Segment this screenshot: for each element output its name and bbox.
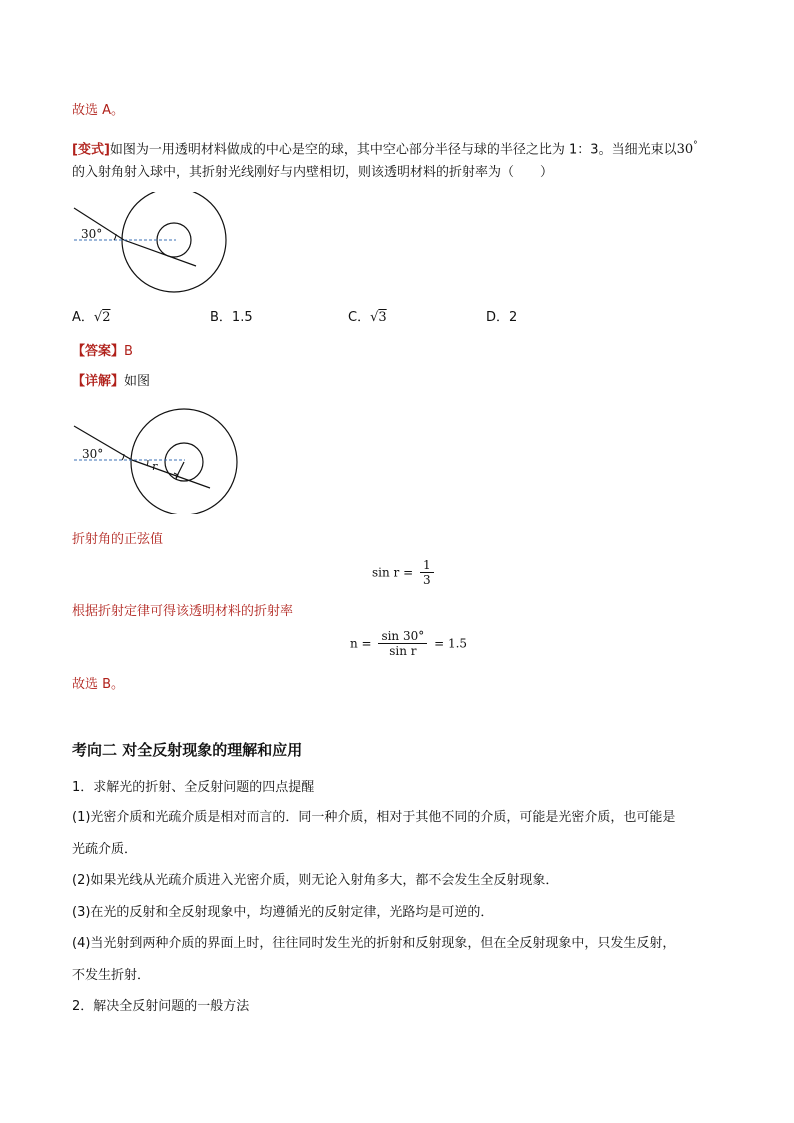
formula1-lhs: sin r = [372, 565, 414, 580]
point-line: (2)如果光线从光疏介质进入光密介质，则无论入射角多大，都不会发生全反射现象． [72, 873, 559, 888]
option-a-value: 2 [102, 310, 111, 325]
answer-line [72, 343, 133, 361]
formula2-num: sin 30° [378, 629, 427, 644]
formula2-fraction [378, 629, 427, 658]
point-line: 不发生折射． [72, 968, 151, 983]
point-line: 光疏介质． [72, 842, 138, 857]
answer-value: B [124, 344, 133, 359]
option-b: B．1.5 [210, 310, 253, 325]
variant-question-line1 [72, 137, 698, 159]
formula1-fraction [420, 558, 434, 587]
formula2-lhs: n = [350, 636, 372, 651]
option-d-value: 2 [509, 310, 518, 325]
formula1-num: 1 [420, 558, 434, 573]
variant-angle: 30 [676, 142, 694, 158]
formula2-den: sin r [389, 644, 417, 658]
outer-circle [122, 192, 226, 292]
prev-conclusion: 故选 A。 [72, 103, 125, 118]
outer-circle [131, 409, 237, 514]
option-b-value: 1.5 [231, 310, 253, 325]
variant-tag: [变式] [72, 142, 110, 158]
section-title: 考向二 对全反射现象的理解和应用 [72, 741, 303, 759]
detail-text: 如图 [124, 374, 151, 389]
point-line: (4)当光射到两种介质的界面上时，往往同时发生光的折射和反射现象，但在全反射现象中，只发生反射， [72, 936, 676, 951]
option-d: D．2 [486, 310, 518, 325]
formula-refractive-index [350, 629, 467, 658]
formula1-den: 3 [422, 573, 431, 587]
conclusion: 故选 B。 [72, 677, 125, 692]
variant-text2: 的入射角射入球中，其折射光线刚好与内壁相切，则该透明材料的折射率为（ ） [72, 165, 554, 180]
points-title: 1．求解光的折射、全反射问题的四点提醒 [72, 780, 315, 795]
step2-text: 根据折射定律可得该透明材料的折射率 [72, 604, 294, 619]
angle-label: 30° [81, 227, 103, 241]
step1-text: 折射角的正弦值 [72, 532, 164, 547]
formula-sin-r [372, 558, 437, 587]
method-title: 2．解决全反射问题的一般方法 [72, 999, 250, 1014]
formula2-rhs: = 1.5 [434, 636, 468, 651]
answer-label: 【答案】 [72, 344, 125, 359]
point-line: (1)光密介质和光疏介质是相对而言的．同一种介质，相对于其他不同的介质，可能是光密介质，也可能是 [72, 810, 676, 825]
detail-label: 【详解】 [72, 374, 125, 389]
angle-label: 30° [82, 447, 104, 461]
point-line: (3)在光的反射和全反射现象中，均遵循光的反射定律，光路均是可逆的． [72, 905, 494, 920]
figure-sphere-question [72, 192, 232, 302]
option-c: C．√3 [348, 310, 387, 325]
refraction-label: r [152, 460, 158, 473]
option-c-value: 3 [378, 310, 387, 325]
option-a: A．√2 [72, 310, 111, 325]
variant-text1: 如图为一用透明材料做成的中心是空的球，其中空心部分半径与球的半径之比为 1：3。当细光束以 [109, 142, 677, 158]
variant-degree: ° [693, 141, 698, 151]
detail-line [72, 373, 150, 391]
figure-sphere-solution [72, 404, 242, 514]
